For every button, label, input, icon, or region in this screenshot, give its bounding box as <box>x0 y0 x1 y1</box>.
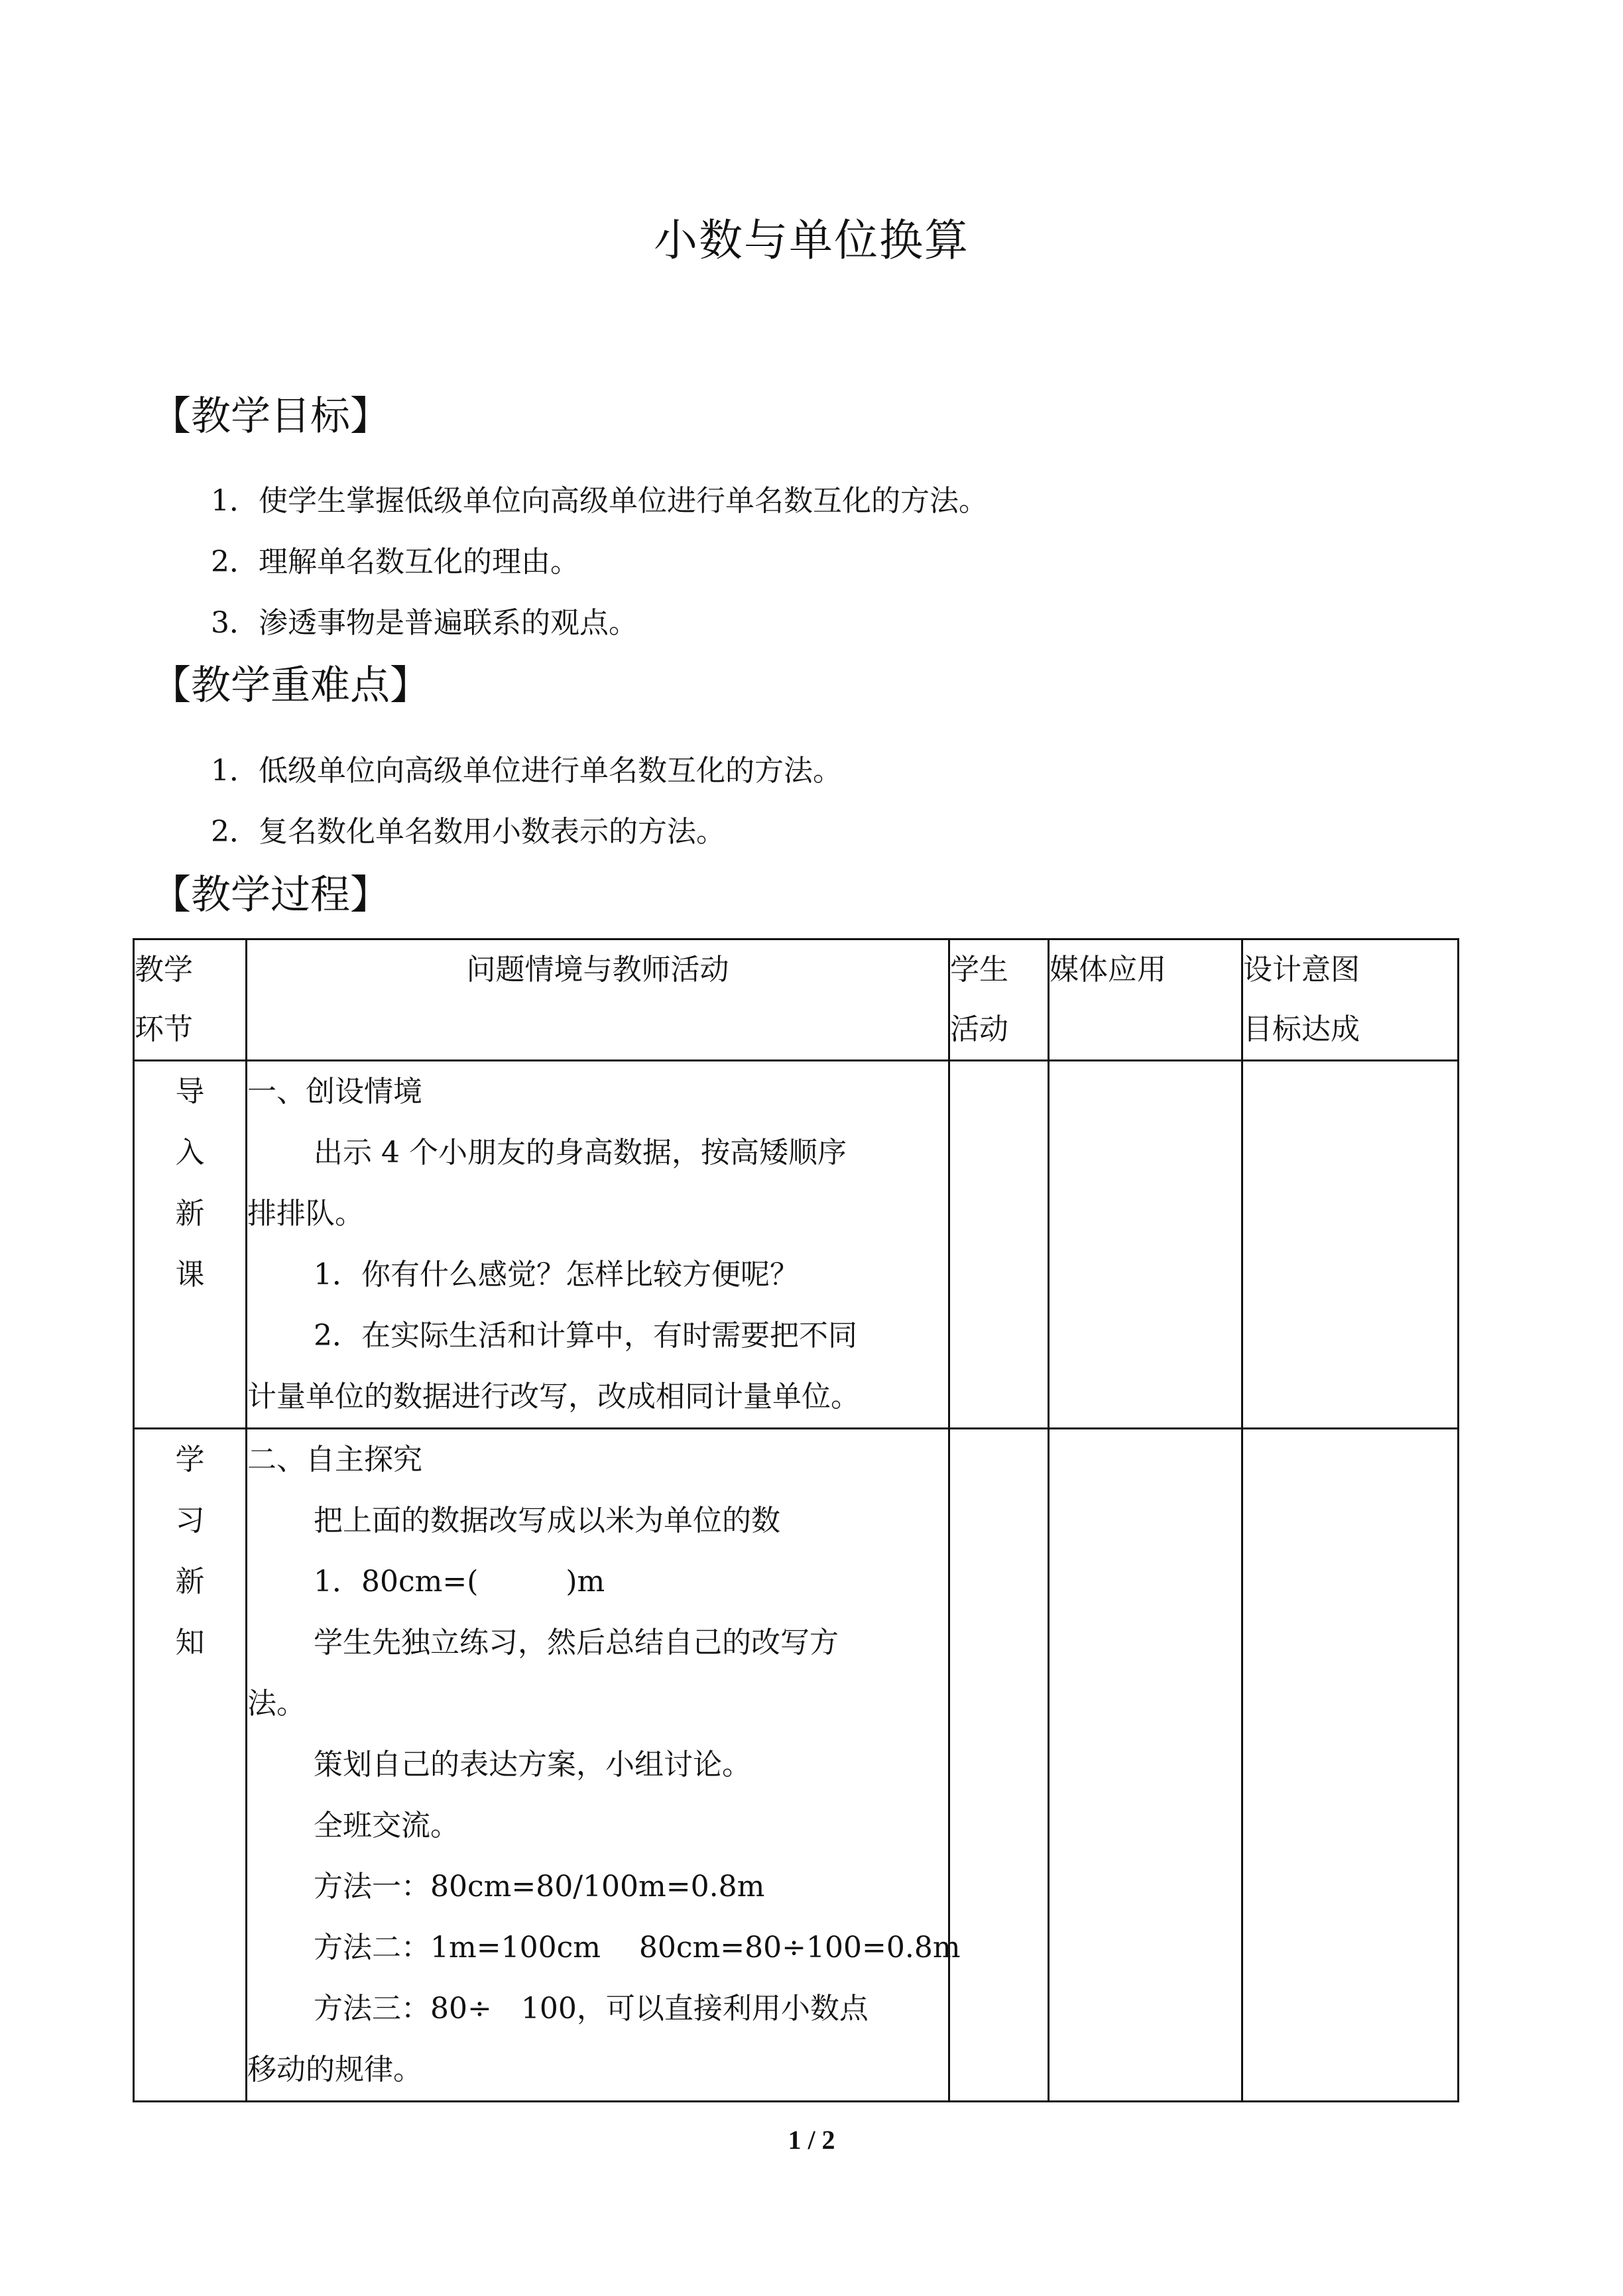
intent-cell <box>1242 1061 1459 1429</box>
header-intent <box>1242 939 1459 1061</box>
section-subheading: 一、创设情境 <box>247 1075 422 1109</box>
header-intent-line1: 设计意图 <box>1243 953 1360 987</box>
list-item: 2．理解单名数互化的理由。 <box>211 545 579 579</box>
paragraph: 计量单位的数据进行改写，改成相同计量单位。 <box>247 1380 860 1414</box>
header-intent-line2: 目标达成 <box>1243 1012 1360 1046</box>
list-item: 2．复名数化单名数用小数表示的方法。 <box>211 815 725 849</box>
paragraph: 2．在实际生活和计算中，有时需要把不同 <box>314 1319 857 1353</box>
media-cell <box>1049 1429 1242 2102</box>
paragraph: 方法二：1m=100cm 80cm=80÷100=0.8m <box>314 1931 961 1964</box>
paragraph: 1．你有什么感觉？怎样比较方便呢？ <box>314 1258 799 1292</box>
teaching-process-table <box>133 938 1459 2102</box>
student-activity-cell <box>949 1061 1049 1429</box>
page-number: 1 / 2 <box>788 2125 835 2155</box>
stage-char: 课 <box>175 1258 205 1292</box>
key-points-list <box>211 741 842 863</box>
table-header-row <box>134 939 1459 1061</box>
table-row <box>134 1061 1459 1429</box>
section-subheading: 二、自主探究 <box>247 1443 422 1477</box>
intent-cell <box>1242 1429 1459 2102</box>
media-cell <box>1049 1061 1242 1429</box>
objectives-heading: 【教学目标】 <box>151 393 390 440</box>
paragraph: 1．80cm=( )m <box>314 1565 605 1599</box>
header-media: 媒体应用 <box>1049 939 1242 1061</box>
header-student <box>949 939 1049 1061</box>
header-student-line1: 学生 <box>950 953 1008 987</box>
process-heading: 【教学过程】 <box>151 872 390 918</box>
paragraph: 策划自己的表达方案，小组讨论。 <box>314 1748 751 1782</box>
header-activity: 问题情境与教师活动 <box>247 939 949 1061</box>
stage-char: 入 <box>175 1136 205 1170</box>
page-title: 小数与单位换算 <box>654 215 969 266</box>
header-stage <box>134 939 247 1061</box>
key-points-heading: 【教学重难点】 <box>151 662 430 709</box>
stage-char: 学 <box>175 1443 205 1477</box>
stage-char: 知 <box>175 1626 205 1660</box>
paragraph: 学生先独立练习，然后总结自己的改写方 <box>314 1626 839 1660</box>
paragraph: 全班交流。 <box>314 1809 459 1843</box>
activity-cell-learn <box>247 1429 961 2102</box>
list-item: 1．使学生掌握低级单位向高级单位进行单名数互化的方法。 <box>211 484 988 518</box>
list-item: 1．低级单位向高级单位进行单名数互化的方法。 <box>211 754 842 788</box>
paragraph: 移动的规律。 <box>247 2053 422 2086</box>
list-item: 3．渗透事物是普遍联系的观点。 <box>211 606 638 640</box>
paragraph: 把上面的数据改写成以米为单位的数 <box>314 1504 780 1538</box>
header-stage-line1: 教学 <box>135 953 193 987</box>
objectives-list <box>211 471 988 654</box>
stage-cell-intro <box>134 1061 247 1429</box>
activity-cell-intro <box>247 1061 949 1429</box>
paragraph: 方法一：80cm=80/100m=0.8m <box>314 1870 765 1903</box>
stage-cell-learn <box>134 1429 247 2102</box>
header-stage-line2: 环节 <box>135 1012 193 1046</box>
header-student-line2: 活动 <box>950 1012 1008 1046</box>
paragraph: 出示 4 个小朋友的身高数据，按高矮顺序 <box>314 1136 847 1170</box>
stage-char: 导 <box>175 1075 205 1109</box>
stage-char: 习 <box>175 1504 205 1538</box>
student-activity-cell <box>949 1429 1049 2102</box>
paragraph: 法。 <box>247 1687 306 1721</box>
table-row <box>134 1429 1459 2102</box>
stage-char: 新 <box>175 1565 205 1599</box>
paragraph: 排排队。 <box>247 1197 364 1231</box>
stage-char: 新 <box>175 1197 205 1231</box>
paragraph: 方法三：80÷ 100，可以直接利用小数点 <box>314 1992 869 2025</box>
